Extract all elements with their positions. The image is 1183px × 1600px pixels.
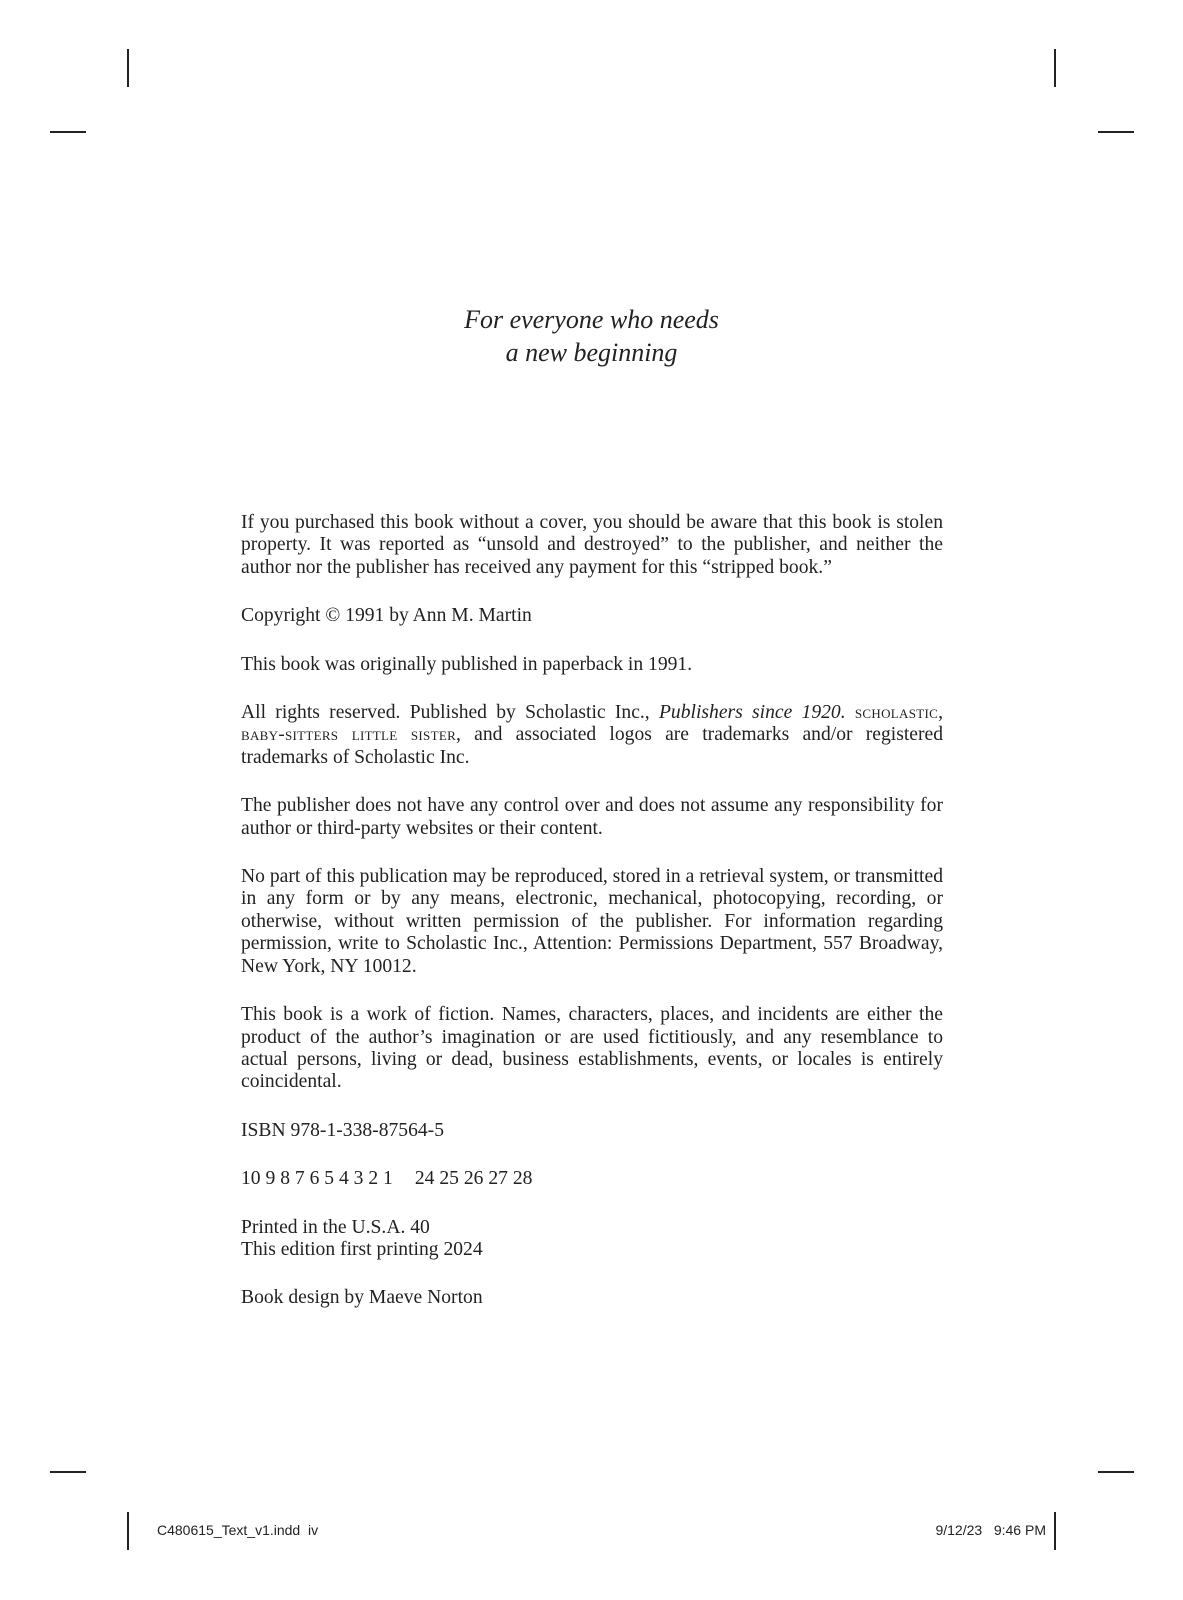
original-publication-line: This book was originally published in paperback in 1991. [241,653,693,675]
crop-mark-left-upper [50,131,86,133]
printing-years: 24 25 26 27 28 [414,1168,533,1190]
crop-mark-bottom-right [1054,1512,1056,1550]
printing-line [241,1168,943,1190]
printed-in-block [241,1217,943,1262]
isbn-line: ISBN 978-1-338-87564-5 [241,1119,444,1141]
crop-mark-right-lower [1098,1471,1134,1473]
edition-line: This edition first printing 2024 [241,1238,483,1260]
printed-in: Printed in the U.S.A. 40 [241,1216,430,1238]
rights-comma: , [938,702,943,724]
crop-mark-bottom-left [127,1512,129,1550]
dedication-line-1: For everyone who needs [464,305,719,334]
reproduction-notice: No part of this publication may be reproduced, stored in a retrieval system, or transmitted in any form or by any means, electronic, mechanical, photocopying, recording, or otherwise, without written permission of the publisher. For information regarding permission, write to Scholastic Inc., Attention: Permissions Department, 557 Broadway, New York, NY 10012. [241,866,943,977]
rights-text-2: , and associated logos are trademarks and/or registered trademarks of Scholastic Inc. [241,724,944,768]
stripped-book-notice: If you purchased this book without a cover, you should be aware that this book is stolen property. It was reported as “unsold and destroyed” to the publisher, and neither the author nor the publisher has received any payment for this “stripped book.” [241,512,943,578]
third-party-notice: The publisher does not have any control over and does not assume any responsibility for author or third-party websites or their content. [241,795,943,839]
trademark-series: baby-sitters little sister [241,724,457,746]
dedication-line-2: a new beginning [505,338,678,367]
rights-text-1: All rights reserved. Published by Scholastic Inc., [241,702,659,724]
crop-mark-top-right [1054,49,1056,87]
slug-filename: C480615_Text_v1.indd iv [157,1522,319,1538]
fiction-disclaimer: This book is a work of fiction. Names, characters, places, and incidents are either the product of the author’s imagination or are used fictitiously, and any resemblance to actual persons, living or dead, business establishments, events, or locales is entirely coincidental. [241,1004,943,1093]
copyright-line: Copyright © 1991 by Ann M. Martin [241,605,532,627]
crop-mark-right-upper [1098,131,1134,133]
design-credit: Book design by Maeve Norton [241,1287,483,1309]
crop-mark-left-lower [50,1471,86,1473]
crop-mark-top-left [127,49,129,87]
rights-paragraph [241,702,943,769]
printing-numbers: 10 9 8 7 6 5 4 3 2 1 [241,1168,393,1190]
dedication [0,303,1183,369]
slug-date-time: 9/12/23 9:46 PM [935,1522,1046,1538]
publishers-since: Publishers since 1920. [658,702,846,724]
copyright-block [241,512,943,1336]
trademark-scholastic: scholastic [854,702,939,724]
